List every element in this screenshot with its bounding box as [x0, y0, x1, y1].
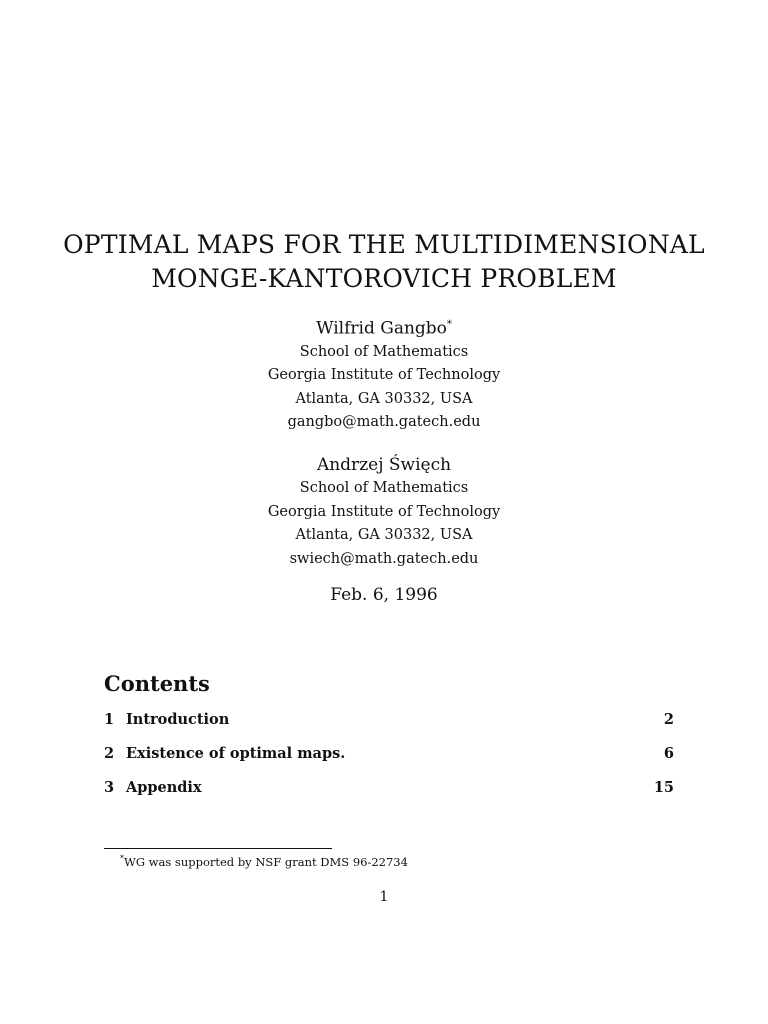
paper-date: Feb. 6, 1996 [330, 585, 438, 605]
footnote-divider [104, 848, 332, 849]
author-name-text: Wilfrid Gangbo [316, 318, 447, 339]
toc-entry-page: 2 [663, 711, 674, 728]
toc-entry-page: 15 [653, 779, 674, 796]
author-affiliation-school: School of Mathematics [299, 480, 469, 496]
author-name [0, 313, 768, 341]
toc-entry-number: 2 [104, 745, 115, 762]
toc-entry [104, 709, 674, 731]
toc-entry-title: Introduction [126, 711, 230, 728]
footnote [120, 851, 408, 870]
author-block-swiech [0, 453, 768, 571]
toc-entry-number: 1 [104, 711, 115, 728]
paper-title [0, 228, 768, 296]
toc-entry-page: 6 [663, 745, 674, 762]
author-email: gangbo@math.gatech.edu [287, 414, 481, 431]
toc-entry-title: Existence of optimal maps. [126, 745, 346, 762]
author-block-gangbo [0, 313, 768, 435]
title-line-1: OPTIMAL MAPS FOR THE MULTIDIMENSIONAL [63, 230, 705, 259]
author-email: swiech@math.gatech.edu [289, 550, 479, 567]
footnote-text: WG was supported by NSF grant DMS 96-22734 [124, 854, 408, 869]
footnote-mark: * [120, 854, 124, 863]
author-affiliation-institute: Georgia Institute of Technology [267, 367, 501, 384]
author-footnote-mark: * [446, 319, 452, 330]
author-affiliation-address: Atlanta, GA 30332, USA [295, 390, 473, 407]
author-name [0, 453, 768, 477]
author-affiliation-school: School of Mathematics [299, 343, 469, 360]
toc-entry [104, 777, 674, 799]
toc-entry-title: Appendix [126, 779, 202, 796]
title-line-2: MONGE-KANTOROVICH PROBLEM [151, 264, 617, 293]
author-affiliation-institute: Georgia Institute of Technology [267, 503, 501, 520]
contents-heading: Contents [104, 671, 210, 696]
toc-entry [104, 743, 674, 765]
toc-entry-number: 3 [104, 779, 115, 796]
page-number: 1 [379, 889, 389, 905]
author-name-text: Andrzej Święch [316, 455, 452, 475]
author-affiliation-address: Atlanta, GA 30332, USA [295, 527, 473, 543]
